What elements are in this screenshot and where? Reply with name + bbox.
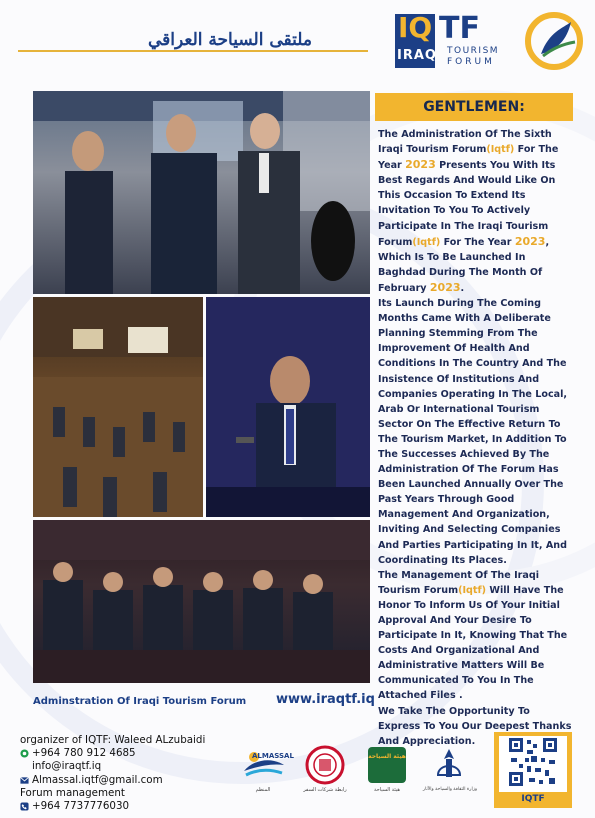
photo-speaker-podium: [206, 297, 370, 517]
phone-line-2[interactable]: [20, 800, 205, 813]
year-highlight: 2023: [429, 280, 461, 294]
logo-tf: TF: [439, 11, 480, 46]
tourism-board-label: هيئة السياحة: [368, 753, 406, 760]
text: Presents You With Its Best Regards And Would Like On This Occasion To Extend Its Invitation To You To Actively Participate In The Iraqi Tourism Forum: [378, 160, 556, 248]
email-line-2[interactable]: [20, 774, 205, 787]
travel-association-seal-icon: [302, 745, 348, 785]
text: Will Have The Honor To Inform Us Of Your Initial Approval And Your Desire To Participate In It, Knowing That The Costs And Organizational And Administrative Matters Will Be Communicated To You In The Attached Files .: [378, 584, 568, 702]
phone-text: +964 7737776030: [32, 800, 130, 813]
organizer-text: organizer of IQTF: Waleed ALzubaidi: [20, 734, 206, 746]
management-line: [20, 787, 205, 800]
logo-tourism: TOURISM: [447, 46, 500, 56]
tourism-board-caption: هيئة السياحة: [373, 787, 401, 793]
letter-body: [378, 127, 574, 749]
text: The Management Of The Iraqi Tourism Forum: [378, 569, 539, 596]
text: .: [460, 282, 465, 294]
text: For The Year: [378, 144, 559, 172]
header-rule: [18, 50, 368, 52]
iqtf-highlight: (Iqtf): [458, 584, 487, 596]
arabic-title: ملتقى السياحة العراقي: [148, 30, 312, 50]
iqtf-highlight: (Iqtf): [412, 236, 441, 248]
almassal-caption: المنظم: [255, 787, 271, 793]
iqtf-logo: [395, 10, 585, 76]
organizer-line: [20, 734, 205, 747]
text: The Administration Of The Sixth Iraqi Tourism Forum: [378, 129, 552, 156]
qr-code[interactable]: [494, 732, 572, 808]
year-highlight: 2023: [514, 234, 546, 248]
travel-association-caption: رابطة شركات السفر: [303, 787, 347, 793]
text: For The Year: [440, 236, 515, 248]
logo-iq: IQ: [398, 11, 433, 44]
letter-paragraph-4: We Take The Opportunity To Express To You Our Deepest Thanks And Appreciation.: [378, 705, 572, 747]
partner-tourism-board: [364, 745, 410, 791]
year-highlight: 2023: [405, 158, 436, 172]
ministry-caption: وزارة الثقافة والسياحة والآثار: [422, 787, 478, 792]
envelope-icon: [20, 776, 29, 785]
phone-text: +964 780 912 4685: [32, 747, 136, 760]
email-text: info@iraqtf.iq: [32, 760, 102, 773]
iqtf-highlight: (Iqtf): [486, 144, 515, 156]
photo-conference-hall: [33, 297, 203, 517]
photo-delegates-handshake: [33, 91, 370, 294]
text: , Which Is To Be Launched In Baghdad During The Month Of February: [378, 236, 550, 294]
partner-ministry: [422, 745, 478, 792]
phone-line-1[interactable]: [20, 747, 205, 760]
email-text: Almassal.iqtf@gmail.com: [32, 773, 163, 786]
partner-almassal: [240, 745, 294, 793]
logo-emblem-icon: [523, 10, 585, 72]
whatsapp-icon: [20, 749, 29, 758]
contact-block: [20, 734, 205, 813]
letter-heading: GENTLEMEN:: [423, 99, 525, 115]
phone-icon: [20, 802, 29, 811]
ministry-emblem-icon: [426, 745, 472, 785]
website-link[interactable]: www.iraqtf.iq: [276, 692, 375, 707]
partner-travel-agencies: [302, 745, 348, 791]
management-text: Forum management: [20, 786, 125, 799]
qr-label: IQTF: [521, 794, 545, 804]
administration-caption: Adminstration Of Iraqi Tourism Forum: [33, 696, 247, 707]
photo-audience: [33, 520, 370, 683]
logo-iraq: IRAQ: [397, 48, 437, 63]
letter-paragraph-1: [378, 127, 574, 296]
almassal-text: ALMASSAL: [252, 752, 294, 760]
logo-forum: FORUM: [447, 57, 495, 67]
email-line-1[interactable]: [20, 760, 205, 773]
letter-paragraph-3: [378, 568, 574, 704]
qr-code-matrix: [499, 736, 567, 792]
letter-paragraph-2: Its Launch During The Coming Months Came With A Deliberate Planning Stemming From The Improvement Of Health And Conditions In The Country And The Insistence Of Institutions And Companies Operating In The Local, Arab Or International Tourism Sector On The Effective Return To The Tourism Market, In Addition To The Successes Achieved By The Administration Of The Forum Has Been Launched Annually Over The Past Years Through Good Management And Organization, Inviting And Selecting Companies And Parties Participating In It, And Coordinating Its Places.: [378, 298, 568, 566]
partner-logos: [240, 745, 478, 805]
almassal-logo-icon: [240, 745, 286, 785]
